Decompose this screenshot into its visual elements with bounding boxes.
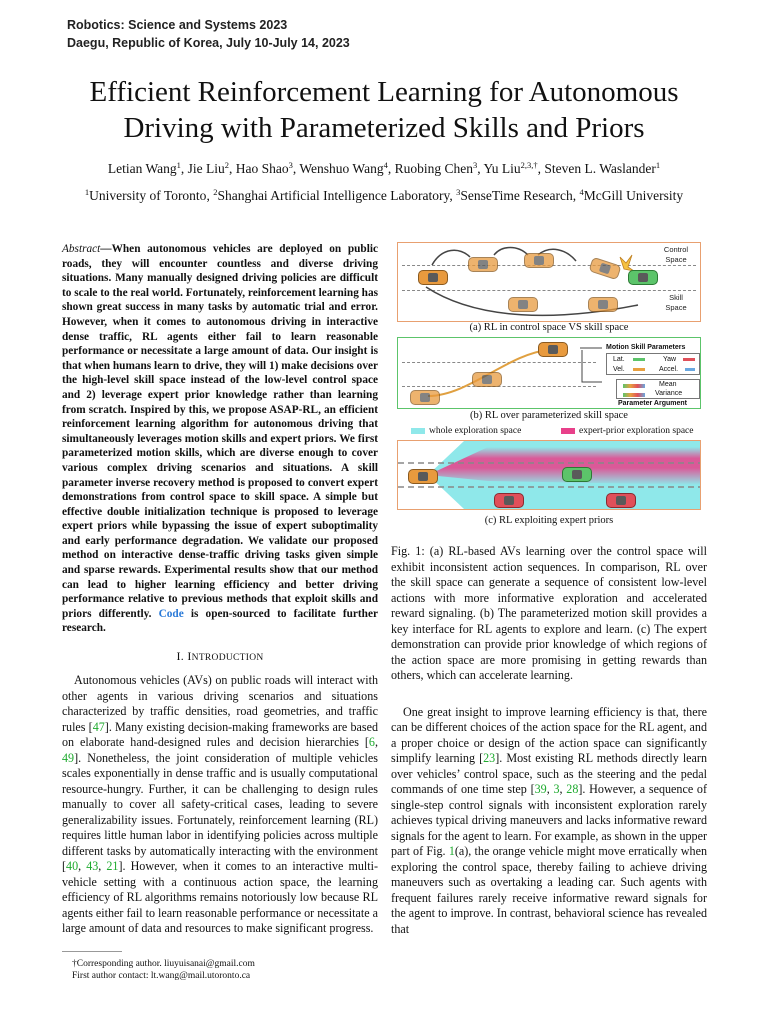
figure-panel-a xyxy=(397,242,701,322)
footnote-corresponding: †Corresponding author. liuyuisanai@gmail.com xyxy=(72,958,255,969)
author: Yu Liu$^{2,3,\dagger}$, xyxy=(483,160,545,176)
figure-reference-link[interactable]: 1 xyxy=(448,844,455,858)
spacer xyxy=(391,684,707,705)
ego-car-icon xyxy=(408,469,438,484)
citation-link[interactable]: 49 xyxy=(62,750,75,765)
motion-skill-parameters-panel xyxy=(606,343,700,405)
figure-panel-c xyxy=(397,440,701,510)
param-swatch xyxy=(633,358,645,361)
param-swatch xyxy=(685,368,695,371)
ego-car-icon xyxy=(472,372,502,387)
ego-car-icon xyxy=(538,342,568,357)
author: Steven L. Waslander$^1$ xyxy=(544,160,661,176)
ego-car-icon xyxy=(508,297,538,312)
other-car-icon xyxy=(494,493,524,508)
affiliation-list xyxy=(0,187,768,205)
citation-link[interactable]: 3 xyxy=(553,782,560,796)
other-car-icon xyxy=(562,467,592,482)
venue-line-1: Robotics: Science and Systems 2023 xyxy=(67,18,288,32)
abstract: Abstract—When autonomous vehicles are deployed on public roads, they will encounter countless and diverse driving situations. Many manually designed driving policies are difficult to scale to the real world. Fortunately, reinforcement learning has shown great success in many tasks by automatic trial and error. However, when it comes to autonomous driving in interactive dense traffic, RL agents either fail to learn reasonable performance or necessitate a large amount of data. Our insight is that when humans learn to drive, they will 1) make decisions over the high-level skill space instead of the low-level control space and 2) leverage expert prior knowledge rather than learning from scratch. Inspired by this, we propose ASAP-RL, an efficient reinforcement learning algorithm for autonomous driving that simultaneously leverages motion skills and expert priors. We first parameterized motion skills, which are diverse enough to cover various complex driving scenarios and situations. A skill parameter inverse recovery method is proposed to convert expert demonstrations from control space to skill space. A simple but effective double initialization technique is proposed to leverage expert priors while bypassing the issue of expert suboptimality and early performance degradation. We validate our proposed method on interactive dense-traffic driving tasks given simple and sparse rewards. Experimental results show that our method can lead to higher learning efficiency and better driving performance relative to previous methods that exploit skills and priors differently. Code is open-sourced to facilitate further research. xyxy=(62,243,378,635)
ego-car-icon xyxy=(468,257,498,272)
code-link[interactable]: Code xyxy=(158,607,184,620)
ego-car-icon xyxy=(418,270,448,285)
affiliation: $^4$McGill University xyxy=(579,187,684,203)
left-column xyxy=(62,242,378,983)
param-swatch xyxy=(623,384,645,388)
author: Wenshuo Wang$^4$, xyxy=(299,160,395,176)
title-line-2: Driving with Parameterized Skills and Priors xyxy=(123,112,645,144)
skill-space-tag: Skill Space xyxy=(665,293,687,312)
abstract-label: Abstract xyxy=(62,243,101,255)
parameter-distribution xyxy=(616,379,700,399)
caption-panel-c: (c) RL exploiting expert priors xyxy=(484,515,614,526)
param-swatch xyxy=(683,358,695,361)
citation-link[interactable]: 23 xyxy=(483,751,496,765)
citation-link[interactable]: 43 xyxy=(86,859,99,874)
figure-1-caption: Fig. 1: (a) RL-based AVs learning over the control space will exhibit inconsistent action sequences. In comparison, RL over the skill space can generate a sequence of consistent low-level actions with more informative exploration and accelerated reward signaling. (b) The parameterized motion skill provides a key interface for RL agents to explore and learn. (c) The expert demonstration can provide prior knowledge of which regions of the action space are more promising in getting rewards than others, which can accelerate learning. xyxy=(391,544,707,682)
caption-panel-b: (b) RL over parameterized skill space xyxy=(470,410,628,421)
ego-car-icon xyxy=(588,297,618,312)
parameter-argument-label: Parameter Argument xyxy=(618,400,687,407)
footnotes xyxy=(62,958,378,983)
exploration-legend xyxy=(397,425,701,437)
citation-link[interactable]: 21 xyxy=(106,859,119,874)
affiliation: $^3$SenseTime Research, xyxy=(456,187,580,203)
citation-link[interactable]: 39 xyxy=(534,782,547,796)
legend-whole-label: whole exploration space xyxy=(429,426,522,436)
intro-paragraph: Autonomous vehicles (AVs) on public roads will interact with other agents in various driving scenarios and situations characterized by traffic densities, road geometries, and traffic rules [47]. Many existing decision-making frameworks are based on elaborate hand-designed rules and decision hierarchies [6, 49]. Nonetheless, the joint consideration of multiple vehicles scales exponentially in dense traffic and is usually computational resource-hungry. Further, it can be challenging to design rules manually to cover all safety-critical cases, leading to severe generalizability issues. Fortunately, reinforcement learning (RL) requires little human labor in identifying policies across multiple different tasks by automatically interacting with the environment [40, 43, 21]. However, when it comes to an interactive multi-vehicle setting with a continuous action space, the learning efficiency of RL algorithms remains notoriously low because RL agents either fail to learn reasonable performance or necessitate a large amount of data and resources to make significant progress. xyxy=(62,673,379,936)
leading-car-icon xyxy=(628,270,658,285)
author: Hao Shao$^3$, xyxy=(235,160,300,176)
ego-car-icon xyxy=(524,253,554,268)
param-swatch xyxy=(633,368,645,371)
paper-title xyxy=(0,74,768,146)
param-yaw: Yaw xyxy=(663,356,677,363)
exploration-space-diagram xyxy=(398,441,700,509)
parameters-grid xyxy=(606,353,700,375)
right-column xyxy=(391,242,707,937)
section-heading-introduction: I. INTRODUCTION xyxy=(176,649,264,664)
param-swatch xyxy=(623,393,645,397)
caption-panel-a: (a) RL in control space VS skill space xyxy=(469,322,629,333)
citation-link[interactable]: 40 xyxy=(66,859,79,874)
venue-header xyxy=(67,16,350,52)
affiliation: $^1$University of Toronto, xyxy=(84,187,214,203)
author: Ruobing Chen$^3$, xyxy=(394,160,484,176)
figure-panel-b xyxy=(397,337,701,409)
legend-expert-label: expert-prior exploration space xyxy=(579,426,694,436)
ego-car-icon xyxy=(410,390,440,405)
param-variance: Variance xyxy=(655,390,683,397)
footnote-divider xyxy=(62,951,122,952)
legend-swatch-expert xyxy=(561,428,575,434)
affiliation: $^2$Shanghai Artificial Intelligence Laboratory, xyxy=(213,187,457,203)
venue-line-2: Daegu, Republic of Korea, July 10-July 14, 2023 xyxy=(67,36,350,50)
other-car-icon xyxy=(606,493,636,508)
author: Jie Liu$^2$, xyxy=(187,160,236,176)
param-lat: Lat. xyxy=(613,356,625,363)
citation-link[interactable]: 6 xyxy=(368,735,375,750)
param-accel: Accel. xyxy=(659,366,679,373)
citation-link[interactable]: 47 xyxy=(92,719,105,734)
citation-link[interactable]: 28 xyxy=(566,782,579,796)
legend-swatch-whole xyxy=(411,428,425,434)
parameters-title: Motion Skill Parameters xyxy=(606,344,686,351)
footnote-contact: First author contact: lt.wang@mail.utoronto.ca xyxy=(72,971,251,982)
param-vel: Vel. xyxy=(613,366,625,373)
control-space-tag: Control Space xyxy=(663,245,689,264)
author-list xyxy=(0,160,768,178)
body-paragraph: One great insight to improve learning efficiency is that, there can be different choices of the action space for the RL agent, and a proper choice or design of the action space can significantly simplify learning [23]. Most existing RL methods directly learn over vehicles’ control space, such as the steering and the pedal commands of one time step [39, 3, 28]. However, a sequence of single-step control signals with inconsistent exploration rarely achieves typical driving maneuvers and lacks informative reward signals for the agent to learn. For example, as shown in the upper part of Fig. 1(a), the orange vehicle might move erratically when exploring the control space, thereby failing to achieve driving maneuvers such as overtaking a leading car. Such agents with frequent failures rarely receive informative reward signals for the agent to improve. In contrast, behavioral science has revealed that xyxy=(391,704,708,936)
figure-1 xyxy=(391,242,707,534)
param-mean: Mean xyxy=(659,381,677,388)
title-line-1: Efficient Reinforcement Learning for Autonomous xyxy=(89,76,679,108)
author: Letian Wang$^1$, xyxy=(107,160,188,176)
